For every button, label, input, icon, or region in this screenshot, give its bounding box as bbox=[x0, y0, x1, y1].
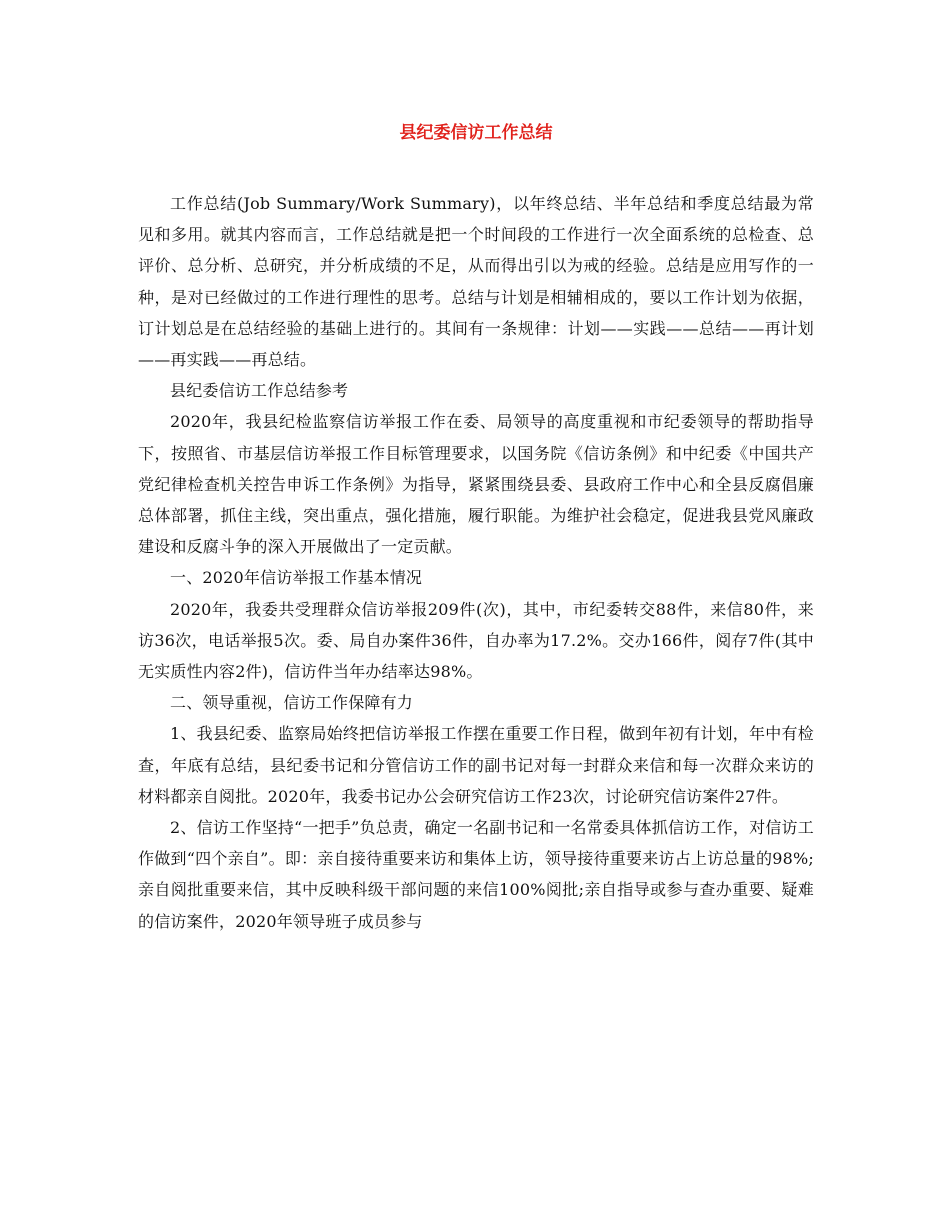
paragraph-item-1: 1、我县纪委、监察局始终把信访举报工作摆在重要工作日程，做到年初有计划，年中有检查，年底有总结，县纪委书记和分管信访工作的副书记对每一封群众来信和每一次群众来访的材料都亲自阅批。2020年，我委书记办公会研究信访工作23次，讨论研究信访案件27件。 bbox=[138, 724, 814, 806]
document-body bbox=[138, 188, 814, 937]
paragraph-subtitle: 县纪委信访工作总结参考 bbox=[170, 381, 349, 401]
section-heading-2: 二、领导重视，信访工作保障有力 bbox=[170, 693, 414, 713]
paragraph-item-2: 2、信访工作坚持“一把手”负总责，确定一名副书记和一名常委具体抓信访工作，对信访工作做到“四个亲自”。即：亲自接待重要来访和集体上访，领导接待重要来访占上访总量的98%;亲自阅批重要来信，其中反映科级干部问题的来信100%阅批;亲自指导或参与查办重要、疑难的信访案件，2020年领导班子成员参与 bbox=[138, 818, 814, 931]
paragraph-overview: 2020年，我县纪检监察信访举报工作在委、局领导的高度重视和市纪委领导的帮助指导下，按照省、市基层信访举报工作目标管理要求，以国务院《信访条例》和中纪委《中国共产党纪律检查机关控告申诉工作条例》为指导，紧紧围绕县委、县政府工作中心和全县反腐倡廉总体部署，抓住主线，突出重点，强化措施，履行职能。为维护社会稳定，促进我县党风廉政建设和反腐斗争的深入开展做出了一定贡献。 bbox=[138, 412, 814, 557]
document-page bbox=[138, 0, 814, 1230]
section-heading-1: 一、2020年信访举报工作基本情况 bbox=[170, 568, 423, 588]
paragraph-intro: 工作总结(Job Summary/Work Summary)，以年终总结、半年总结和季度总结最为常见和多用。就其内容而言，工作总结就是把一个时间段的工作进行一次全面系统的总检查、总评价、总分析、总研究，并分析成绩的不足，从而得出引以为戒的经验。总结是应用写作的一种，是对已经做过的工作进行理性的思考。总结与计划是相辅相成的，要以工作计划为依据，订计划总是在总结经验的基础上进行的。其间有一条规律：计划——实践——总结——再计划——再实践——再总结。 bbox=[138, 194, 814, 370]
document-title: 县纪委信访工作总结 bbox=[399, 123, 553, 143]
paragraph-statistics: 2020年，我委共受理群众信访举报209件(次)，其中，市纪委转交88件，来信80件，来访36次，电话举报5次。委、局自办案件36件，自办率为17.2%。交办166件，阅存7件(其中无实质性内容2件)，信访件当年办结率达98%。 bbox=[138, 599, 814, 682]
